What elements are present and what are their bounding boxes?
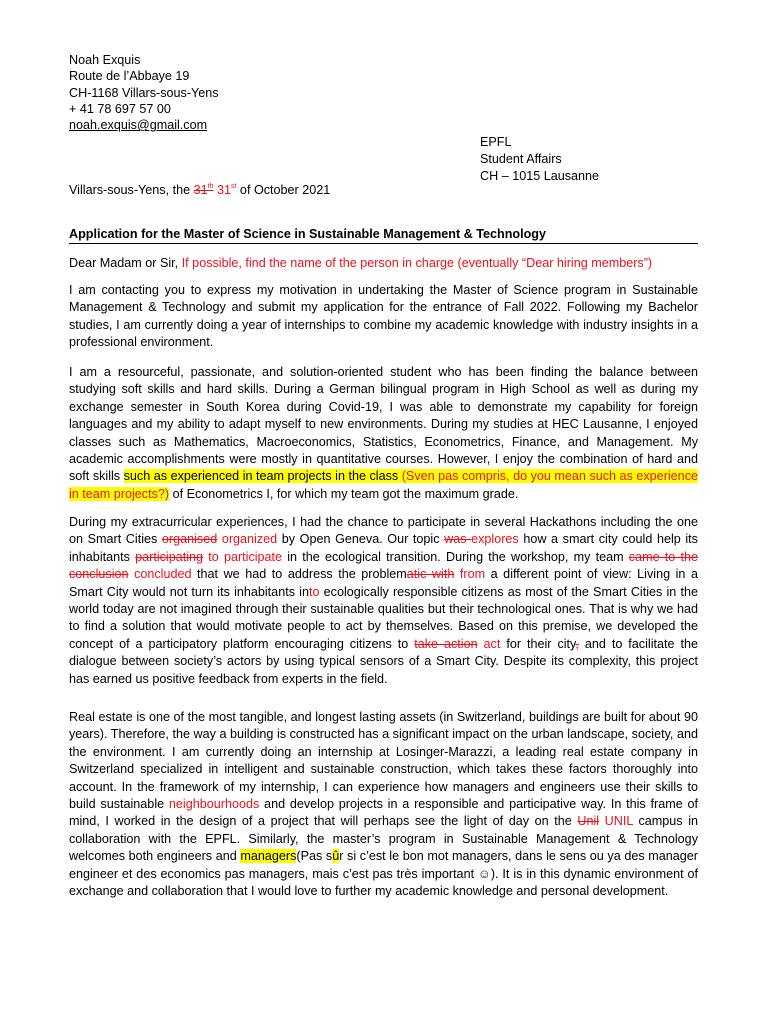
tracked-insertion: neighbourhoods: [168, 797, 260, 812]
reviewer-comment: r si c’est le bon mot managers, dans le sens ou ya des manager engineer et des economics pas managers, mais c’est pas très important ☺).: [69, 849, 698, 881]
tracked-insertion: concluded: [128, 567, 192, 582]
tracked-deletion: participating: [135, 549, 204, 564]
date-inserted: 31st: [216, 183, 237, 197]
paragraph-intro: I am contacting you to express my motivation in undertaking the Master of Science program in Sustainable Management & Technology and submit my application for the entrance of Fall 2022. Following my Bachelor studies, I am currently doing a year of internships to combine my academic knowledge with industry insights in a professional environment.: [69, 283, 698, 350]
reviewer-comment: (Sven pas compris, do you mean such as experience in team projects?): [69, 469, 698, 501]
tracked-deletion: Unil: [577, 814, 600, 829]
tracked-deletion: was: [444, 532, 472, 547]
tracked-insertion: organized: [217, 532, 278, 547]
tracked-insertion: act: [477, 636, 501, 651]
paragraph-extracurricular: During my extracurricular experiences, I had the chance to participate in several Hackathons including the one on Smart Cities organised organized by Open Geneva. Our topic was explores how a smart city could help its inhabitants participating to participate in the ecological transition. During the workshop, my team came to the conclusion concluded that we had to address the problematic with from a different point of view: Living in a Smart City would not turn its inhabitants into ecologically responsible citizens as most of the Smart Cities in the world today are not imagined through their sustainable qualities but their technological ones. That is why we had to find a solution that would motivate people to act by themselves. Based on this premise, we developed the concept of a participatory platform encouraging citizens to take action act for their city, and to facilitate the dialogue between society’s actors by using typical sensors of a Smart City. Despite its complexity, this project has earned us positive feedback from experts in the field.: [69, 515, 698, 686]
recipient-org: EPFL: [480, 135, 512, 149]
tracked-insertion: from: [454, 567, 486, 582]
tracked-insertion: to: [308, 584, 320, 599]
recipient-address: [480, 134, 599, 185]
tracked-deletion: atic with: [406, 567, 455, 582]
date-line: [69, 183, 330, 197]
sender-address: [69, 52, 219, 133]
paragraph-real-estate: Real estate is one of the most tangible, and longest lasting assets (in Switzerland, buildings are built for about 90 years). Therefore, the way a building is constructed has a significant impact on the urban landscape, society, and the environment. I am currently doing an internship at Losinger-Marazzi, a leading real estate company in Switzerland specialized in intelligent and sustainable construction, which takes these factors thoroughly into account. In the framework of my internship, I can experience how managers and engineers use their skills to build sustainable neighbourhoods and develop projects in a responsible and participative way. In this frame of mind, I worked in the design of a project that will perhaps see the light of day on the Unil UNIL campus in collaboration with the EPFL. Similarly, the master’s program in Sustainable Management & Technology welcomes both engineers and managers(Pas sûr si c’est le bon mot managers, dans le sens ou ya des manager engineer et des economics pas managers, mais c’est pas très important ☺). It is in this dynamic environment of exchange and collaboration that I would love to further my academic knowledge and personal development.: [69, 710, 699, 899]
date-suffix: of October 2021: [236, 183, 331, 197]
date-prefix: Villars-sous-Yens, the: [69, 183, 194, 197]
tracked-deletion: ,: [575, 636, 579, 651]
highlighted-text: managers: [240, 849, 297, 864]
sender-street: Route de l’Abbaye 19: [69, 69, 190, 84]
reviewer-comment: (Pas s: [296, 849, 333, 864]
highlighted-char: û: [332, 849, 340, 864]
recipient-city: CH – 1015 Lausanne: [480, 169, 600, 183]
tracked-deletion: take action: [414, 636, 478, 651]
highlighted-text: such as experienced in team projects in the class: [123, 469, 402, 484]
sender-phone: + 41 78 697 57 00: [69, 101, 171, 116]
subject-line: Application for the Master of Science in Sustainable Management & Technology: [69, 227, 698, 244]
sender-email[interactable]: noah.exquis@gmail.com: [69, 118, 208, 133]
paragraph-studies: I am a resourceful, passionate, and solution-oriented student who has been finding the balance between studying soft skills and hard skills. During a German bilingual program in High School as well as during my exchange semester in South Korea during Covid-19, I was able to demonstrate my capability for foreign languages and my ability to adapt myself to new environments. During my studies at HEC Lausanne, I enjoyed classes such as Mathematics, Macroeconomics, Statistics, Econometrics, Finance, and Management. My academic accomplishments were mostly in quantitative courses. However, I enjoy the combination of hard and soft skills such as experienced in team projects in the class (Sven pas compris, do you mean such as experience in team projects?) of Econometrics I, for which my team got the maximum grade.: [69, 365, 698, 501]
date-deleted: 31th: [193, 183, 214, 197]
tracked-insertion: to participate: [203, 549, 283, 564]
salutation: Dear Madam or Sir, If possible, find the name of the person in charge (eventually “Dear hiring members”): [69, 256, 653, 270]
recipient-dept: Student Affairs: [480, 152, 562, 166]
sender-name: Noah Exquis: [69, 53, 141, 67]
tracked-insertion: explores: [471, 532, 519, 547]
reviewer-comment: If possible, find the name of the person in charge (eventually “Dear hiring members”): [181, 256, 653, 270]
tracked-insertion: UNIL: [599, 814, 633, 829]
tracked-deletion: organised: [161, 532, 218, 547]
sender-city: CH-1168 Villars-sous-Yens: [69, 85, 219, 100]
tracked-deletion: came to the conclusion: [69, 549, 698, 582]
